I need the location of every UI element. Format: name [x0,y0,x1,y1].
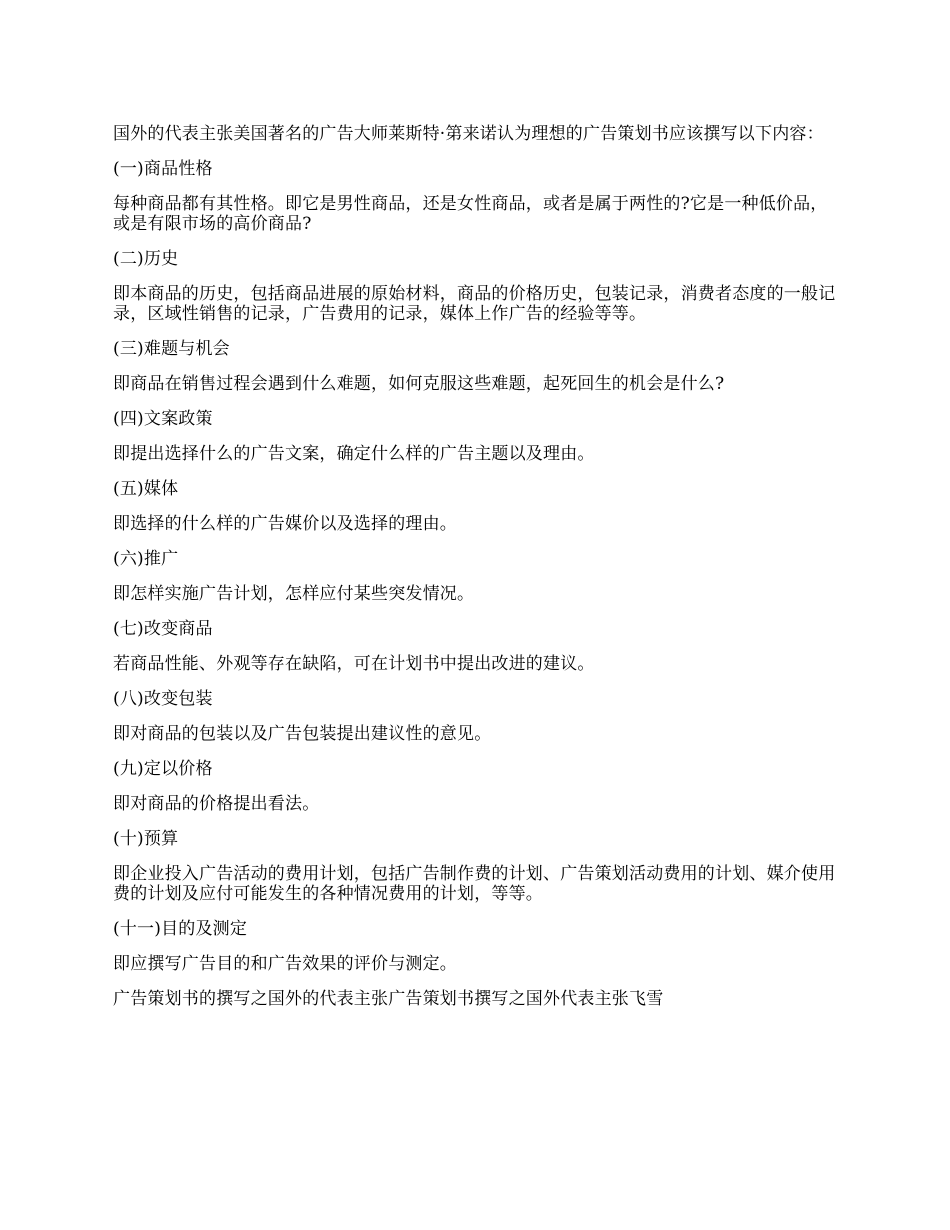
intro-paragraph: 国外的代表主张美国著名的广告大师莱斯特·第来诺认为理想的广告策划书应该撰写以下内容： [113,124,824,144]
section-heading-5: (五)媒体 [113,479,179,499]
section-heading-4: (四)文案政策 [113,409,213,429]
closing-line: 广告策划书的撰写之国外的代表主张广告策划书撰写之国外代表主张飞雪 [113,989,664,1009]
section-body-3: 即商品在销售过程会遇到什么难题，如何克服这些难题，起死回生的机会是什么? [113,374,725,394]
section-heading-7: (七)改变商品 [113,619,213,639]
section-heading-11: (十一)目的及测定 [113,919,248,939]
section-heading-3: (三)难题与机会 [113,339,230,359]
section-body-11: 即应撰写广告目的和广告效果的评价与测定。 [113,954,457,974]
section-heading-9: (九)定以价格 [113,759,213,779]
section-body-7: 若商品性能、外观等存在缺陷，可在计划书中提出改进的建议。 [113,654,595,674]
section-heading-1: (一)商品性格 [113,159,213,179]
section-heading-8: (八)改变包装 [113,689,213,709]
document-page [113,124,843,1009]
section-heading-6: (六)推广 [113,549,179,569]
section-body-4: 即提出选择什么的广告文案，确定什么样的广告主题以及理由。 [113,444,595,464]
section-body-5: 即选择的什么样的广告媒价以及选择的理由。 [113,514,457,534]
section-body-9: 即对商品的价格提出看法。 [113,794,320,814]
section-body-1: 每种商品都有其性格。即它是男性商品，还是女性商品，或者是属于两性的?它是一种低价品，或是有限市场的高价商品? [113,194,828,234]
section-heading-2: (二)历史 [113,249,179,269]
section-body-6: 即怎样实施广告计划，怎样应付某些突发情况。 [113,584,475,604]
section-body-8: 即对商品的包装以及广告包装提出建议性的意见。 [113,724,492,744]
section-body-2: 即本商品的历史，包括商品进展的原始材料，商品的价格历史，包装记录，消费者态度的一般记录，区域性销售的记录，广告费用的记录，媒体上作广告的经验等等。 [113,284,836,324]
section-heading-10: (十)预算 [113,829,179,849]
section-body-10: 即企业投入广告活动的费用计划，包括广告制作费的计划、广告策划活动费用的计划、媒介使用费的计划及应付可能发生的各种情况费用的计划，等等。 [113,864,836,904]
